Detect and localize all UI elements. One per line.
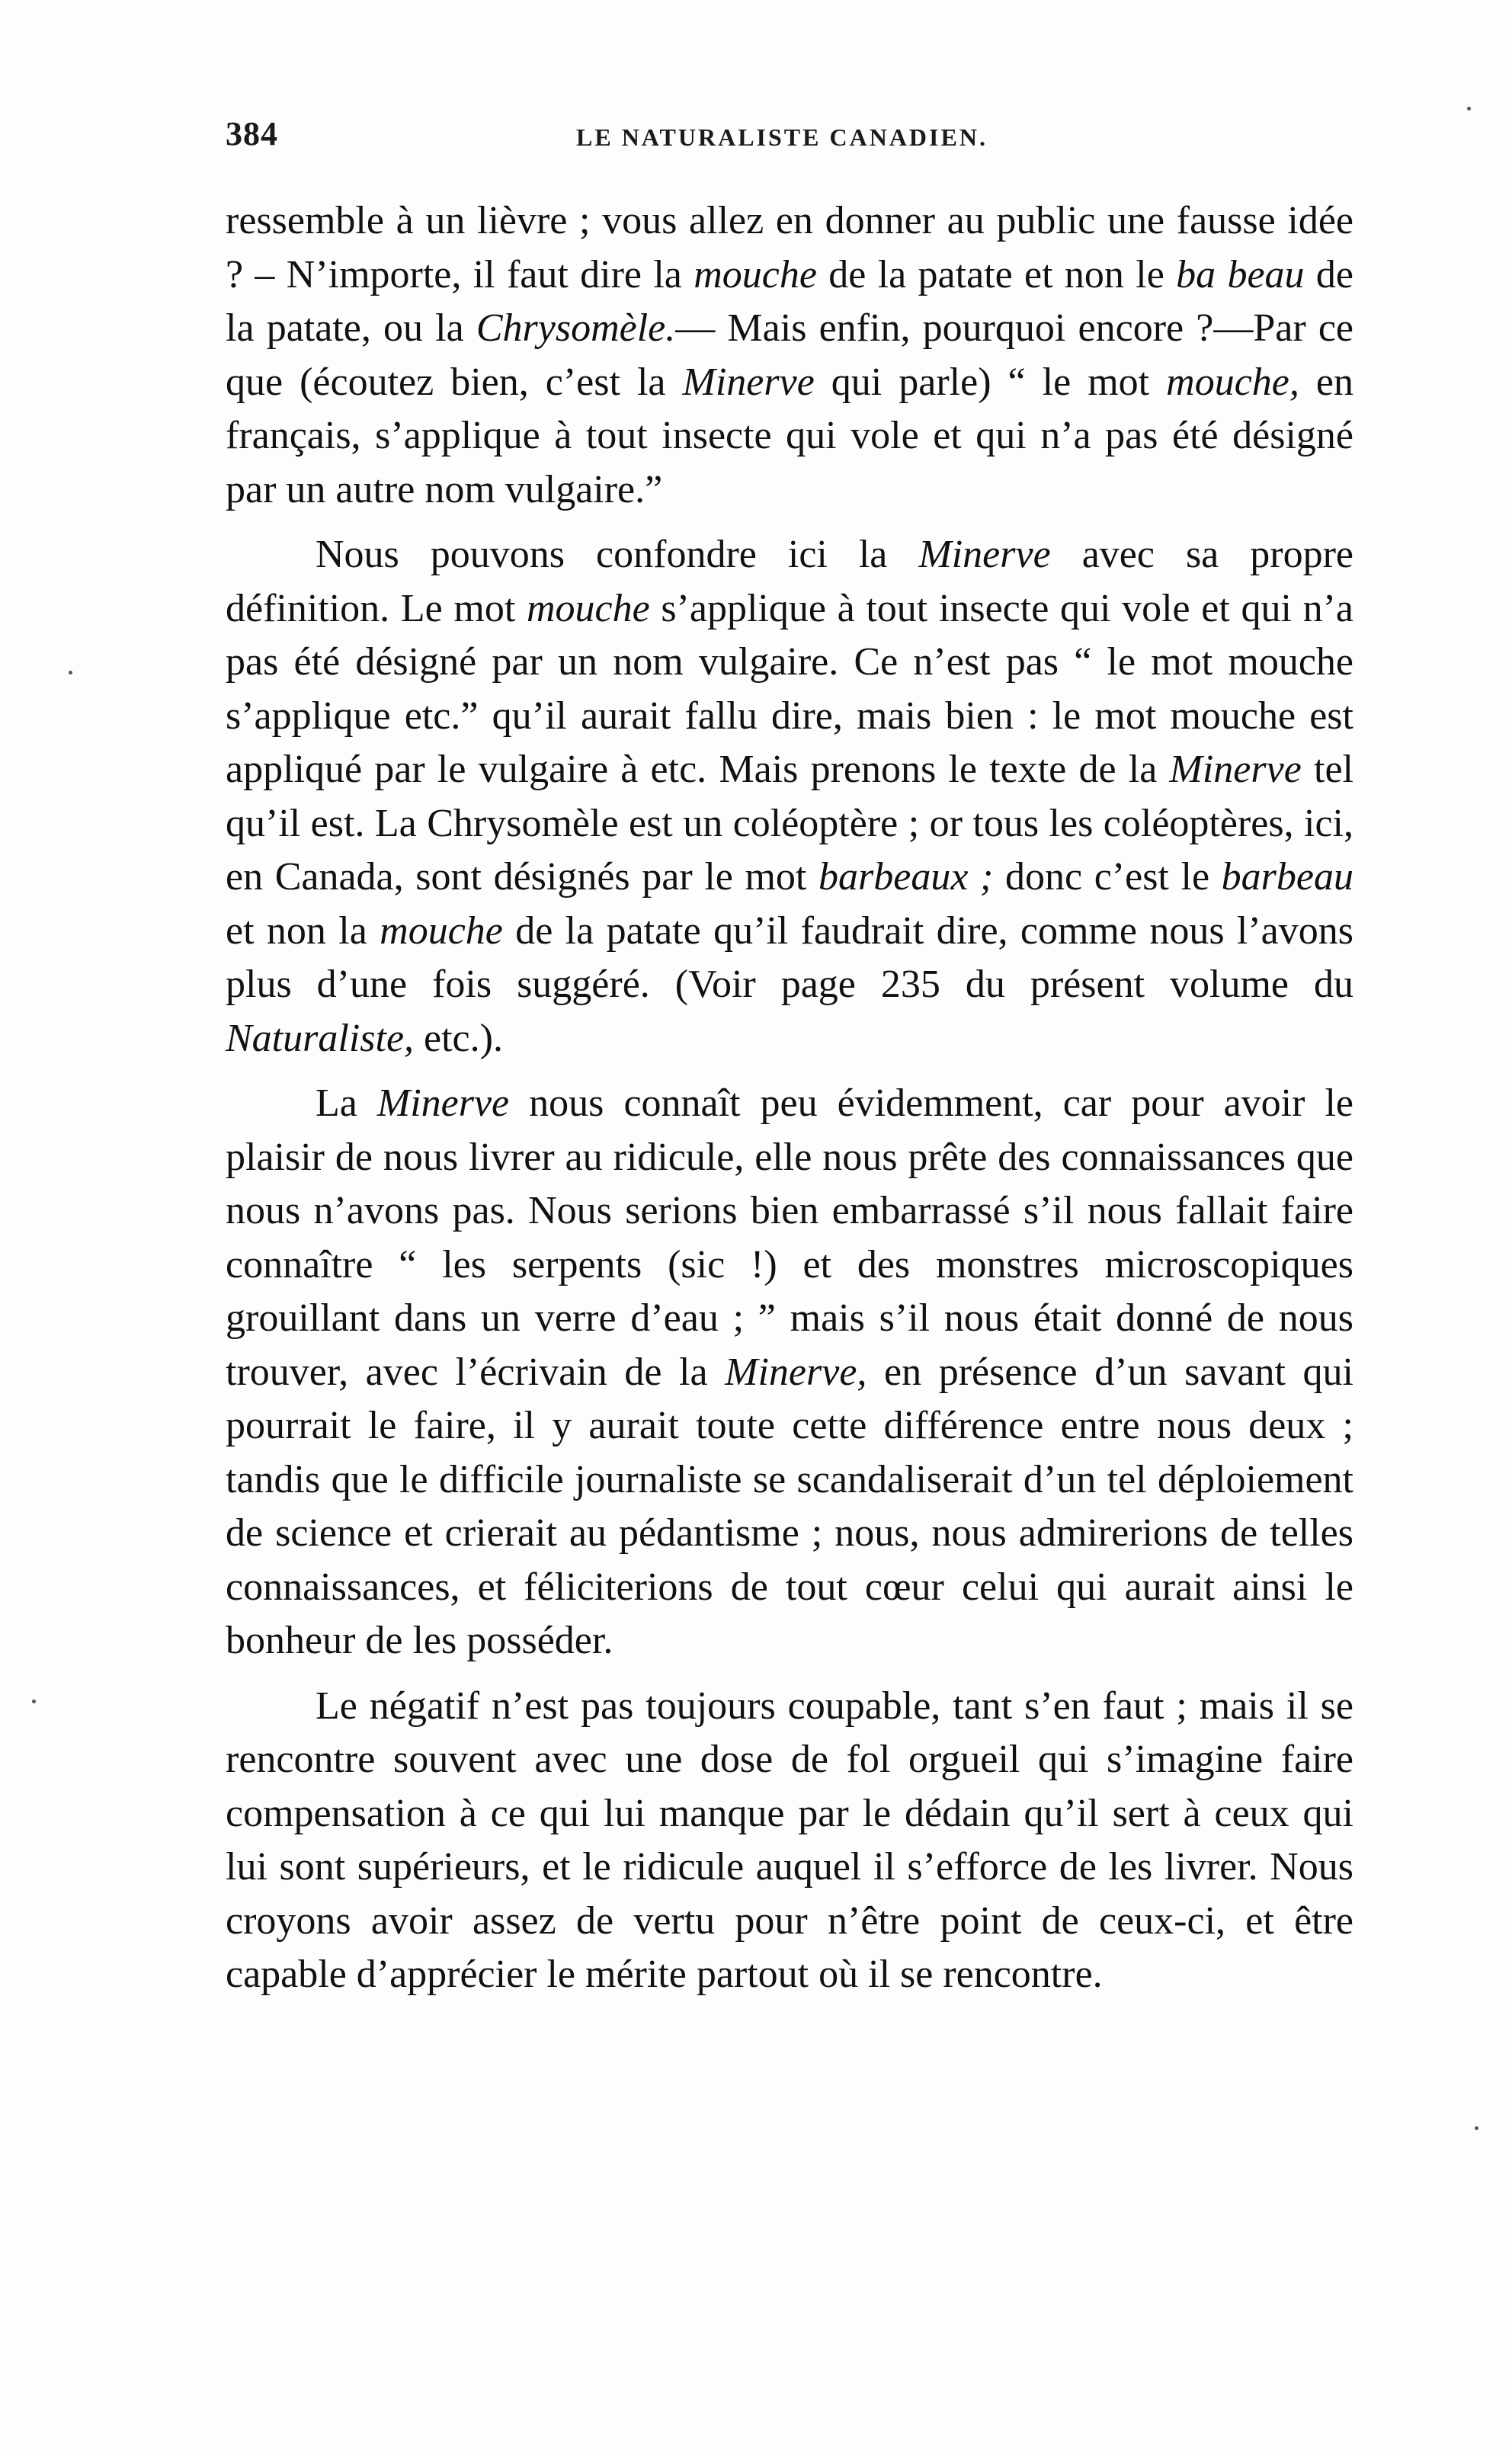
paragraph [226,1680,1353,2002]
page-header [226,114,1369,168]
text-run: Nous pouvons confondre ici la [316,533,919,576]
italic-text: Minerve [682,360,815,404]
italic-text: mouche [380,908,503,953]
italic-text: Minerve [376,1081,510,1125]
text-run: s’applique à tout insecte qui vole et qui n’a pas été désigné par un nom vulgaire. Ce n’est pas “ le mot mouche s’applique etc.” qu’il aurait fallu dire, mais bien : le mot mouche est appliqué par le vulgaire à etc. Mais prenons le texte de la [226,586,1353,791]
text-run: et non la [226,908,380,953]
text-run: de la patate et non le [816,252,1177,296]
text-run: — Mais enfin, pourquoi encore ?—Par ce que (écoutez bien, c’est la [226,306,1353,404]
italic-text: Naturaliste, [226,1016,415,1060]
scan-speck [69,671,72,674]
italic-text: mouche, [1166,360,1299,404]
running-head: LE NATURALISTE CANADIEN. [576,123,988,151]
text-run: de la patate qu’il faudrait dire, comme nous l’avons plus d’une fois suggéré. (Voir page 235 du présent volume du [226,908,1353,1006]
text-run: etc.). [414,1016,503,1060]
italic-text: mouche [694,252,817,296]
scan-speck [1467,107,1471,111]
text-run: en français, s’applique à tout insecte qui vole et qui n’a pas été désigné par un autre nom vulgaire.” [226,360,1353,511]
paragraph [226,194,1353,517]
text-run: en présence d’un savant qui pourrait le faire, il y aurait toute cette différence entre nous deux ; tandis que le difficile journaliste se scandaliserait d’un tel déploiement de science et crierait au pédantisme ; nous, nous admirerions de telles connaissances, et féliciterions de tout cœur celui qui aurait ainsi le bonheur de les posséder. [226,1350,1354,1662]
text-run: ressemble à un lièvre ; vous allez en donner au public une fausse idée ? – N’importe, il faut dire la [226,199,1353,296]
page-number: 384 [226,115,278,152]
italic-text: Minerve [918,533,1051,576]
body-text [226,194,1353,2002]
italic-text: ba beau [1176,252,1305,296]
scan-speck [1475,2126,1478,2130]
text-run: Le négatif n’est pas toujours coupable, tant s’en faut ; mais il se rencontre souvent avec une dose de fol orgueil qui s’imagine faire compensation à ce qui lui manque par le dédain qu’il sert à ceux qui lui sont supérieurs, et le ridicule auquel il s’efforce de les livrer. Nous croyons avoir assez de vertu pour n’être point de ceux-ci, et être capable d’apprécier le mérite partout où il se rencontre. [226,1684,1353,1996]
text-run: donc c’est le [993,855,1222,899]
italic-text: mouche [526,586,650,630]
scan-speck [32,1700,36,1703]
italic-text: Minerve, [725,1350,867,1394]
text-run: de la patate, ou la [226,252,1353,350]
text-run: nous connaît peu évidemment, car pour avoir le plaisir de nous livrer au ridicule, elle nous prête des connaissances que nous n’avons pas. Nous serions bien embarrassé s’il nous fallait faire connaître “ les serpents (sic !) et des monstres microscopiques grouillant dans un verre d’eau ; ” mais s’il nous était donné de nous trouver, avec l’écrivain de la [226,1081,1353,1394]
italic-text: barbeau [1221,855,1353,899]
text-run: avec sa propre définition. Le mot [226,533,1353,630]
italic-text: Minerve [1169,748,1302,791]
text-run: La [316,1081,377,1125]
paragraph [226,528,1353,1065]
italic-text: barbeaux ; [818,855,994,899]
text-run: qui parle) “ le mot [814,360,1167,404]
text-run: tel qu’il est. La Chrysomèle est un coléoptère ; or tous les coléoptères, ici, en Canada, sont désignés par le mot [226,748,1353,899]
italic-text: Chrysomèle. [476,306,676,350]
paragraph [226,1077,1353,1668]
